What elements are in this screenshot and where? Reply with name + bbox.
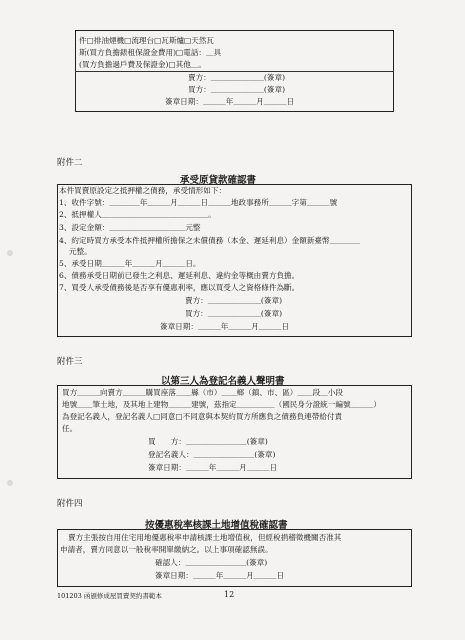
- annex-2-item-6: 6、債務承受日期前已發生之利息、遲延利息、違約金等概由賣方負擔。: [59, 271, 300, 280]
- appliance-line-3: (買方負擔過戶費及保證金)□其他＿。: [79, 60, 207, 69]
- buyer-signature: 買方：＿＿＿＿＿＿＿(簽章): [185, 309, 283, 318]
- buyer-signature: 買 方：＿＿＿＿＿＿＿＿(簽章): [148, 437, 268, 446]
- signature-date: 簽章日期：＿＿＿年＿＿＿月＿＿＿日: [160, 322, 290, 331]
- annex-2-label: 附件二: [57, 158, 83, 168]
- seller-signature: 賣方：＿＿＿＿＿＿＿(簽章): [188, 73, 286, 82]
- signature-date: 簽章日期：＿＿＿年＿＿＿月＿＿＿日: [148, 463, 278, 472]
- annex-2-item-3: 3、設定金額：＿＿＿＿＿＿＿＿＿＿元整: [59, 223, 201, 232]
- annex-3-title: 以第三人為登記名義人聲明書: [161, 376, 285, 387]
- punch-hole: [7, 480, 13, 486]
- annex-2-intro: 本件買賣原設定之抵押權之債務，承受情形如下：: [59, 186, 227, 195]
- appliance-line-1: 件□排油煙機□流理台□瓦斯爐□天然瓦: [79, 36, 215, 45]
- annex-2-title: 承受原貸款確認書: [180, 175, 257, 186]
- annex-2-item-4-cont: 元整。: [69, 247, 92, 256]
- page-number: 12: [224, 590, 235, 599]
- nominee-signature: 登記名義人：＿＿＿＿＿＿＿＿(簽章): [148, 450, 276, 459]
- divider: [75, 71, 393, 72]
- signature-date: 簽章日期：＿＿＿年＿＿＿月＿＿＿日: [155, 571, 285, 580]
- annex-4-line-2: 申請者，賣方同意以一般稅率開單繳納之。以上事項確認無誤。: [60, 545, 273, 554]
- annex-3-line-3: 為登記名義人，登記名義人□同意□不同意與本契約買方所應負之債務負連帶給付責: [62, 412, 343, 421]
- annex-4-title: 按優惠稅率核課土地增值稅確認書: [145, 520, 288, 531]
- annex-3-line-4: 任。: [62, 424, 78, 433]
- buyer-signature: 買方：＿＿＿＿＿＿＿(簽章): [188, 85, 286, 94]
- footer-note: 101203 函頒修成屋買賣契約書範本: [57, 592, 162, 600]
- annex-2-item-1: 1、收件字號：＿＿＿＿年＿＿＿月＿＿＿日＿＿＿地政事務所＿＿＿字第＿＿＿號: [59, 198, 338, 207]
- annex-2-item-2: 2、抵押權人＿＿＿＿＿＿＿＿＿＿＿＿＿＿。: [59, 210, 216, 219]
- annex-3-line-2: 地號＿＿筆土地，及其地上建物＿＿＿建號，茲指定＿＿＿＿＿（國民身分證統一編號＿＿＿）: [62, 400, 381, 409]
- annex-2-item-7: 7、買受人承受債務後是否享有優惠利率，應以買受人之資格條件為斷。: [59, 283, 300, 292]
- punch-hole: [7, 250, 13, 256]
- annex-2-item-5: 5、承受日期＿＿＿年＿＿＿月＿＿＿日。: [59, 259, 201, 268]
- annex-4-line-1: 賣方主張按自用住宅用地優惠稅率申請核課土地增值稅，但經稅捐稽徵機關否准其: [68, 533, 342, 542]
- annex-3-label: 附件三: [57, 357, 83, 367]
- confirmer-signature: 確認人：＿＿＿＿＿＿＿＿(簽章): [155, 558, 268, 567]
- appliance-line-2: 斯(買方負擔錶租保證金費用)□電話：＿具: [79, 48, 222, 57]
- signature-date: 簽章日期：＿＿＿年＿＿＿月＿＿＿日: [165, 97, 295, 106]
- annex-2-item-4: 4、約定時買方承受本件抵押權所擔保之未償債務（本金、遲延利息）金額新臺幣＿＿＿＿: [59, 236, 360, 245]
- annex-4-label: 附件四: [57, 499, 83, 509]
- seller-signature: 賣方：＿＿＿＿＿＿＿(簽章): [185, 296, 283, 305]
- annex-3-line-1: 買方＿＿＿向賣方＿＿＿購買座落＿＿縣（市）＿＿鄉（鎮、市、區）＿＿段＿小段: [62, 388, 343, 397]
